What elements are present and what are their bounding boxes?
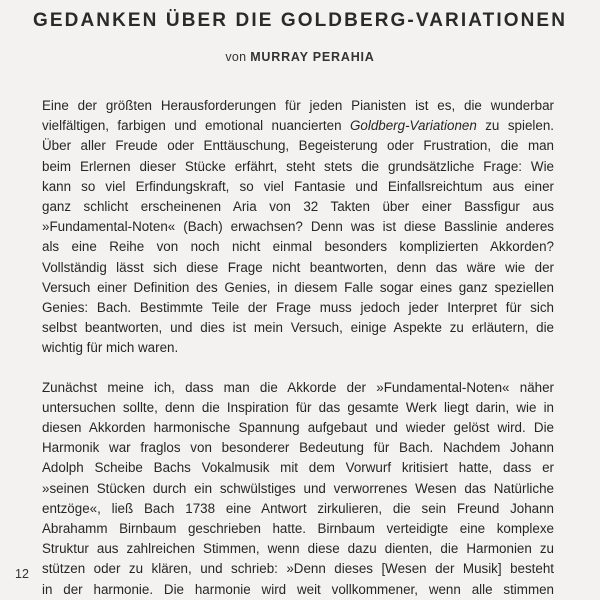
- text-line: Struktur aus zahlreichen Stimmen, wenn diese dazu dienten, die Harmonien zu: [42, 541, 554, 557]
- text-line: Harmonik war fraglos von besonderer Bedeutung für Bach. Nachdem Johann: [42, 440, 554, 456]
- byline-prefix: von: [225, 50, 247, 64]
- text-line: Zunächst meine ich, dass man die Akkorde der »Fundamental-Noten« näher: [42, 379, 554, 395]
- text-line: Vollständig lässt sich diese Frage nicht beantworten, denn das wäre wie der: [42, 259, 554, 275]
- text-line: wichtig für mich waren.: [42, 340, 179, 356]
- text-line: in der harmonie. Die harmonie wird weit vollkommener, wenn alle stimmen: [42, 581, 554, 597]
- text-line: Versuch einer Definition des Genies, in diesem Falle sogar eines ganz speziellen: [42, 279, 554, 295]
- paragraph-2: [42, 378, 554, 600]
- text-line-end: zu spielen.: [476, 118, 554, 134]
- text-line: beim Erlernen dieser Stücke erfährt, steht stets die grundsätzliche Frage: Wie: [42, 158, 554, 174]
- text-line-start: vielfältigen, farbigen und emotional nuancierten: [42, 118, 342, 134]
- work-title-italic: Goldberg-Variationen: [350, 118, 477, 134]
- text-line: Eine der größten Herausforderungen für jeden Pianisten ist es, die wunderbar: [42, 98, 554, 113]
- text-line: »seinen Stücken durch ein schwülstiges und verworrenes Wesen das Natürliche: [42, 480, 554, 496]
- page-number: 12: [15, 567, 29, 581]
- article-body: [42, 96, 554, 600]
- text-line: ganz schlicht erscheinenen Aria von 32 Takten über einer Bassfigur aus: [42, 199, 554, 215]
- page-title: GEDANKEN ÜBER DIE GOLDBERG-VARIATIONEN: [32, 10, 568, 31]
- text-line: als eine Reihe von noch nicht einmal besonders komplizierten Akkorden?: [42, 239, 554, 255]
- text-line: Adolph Scheibe Bachs Vokalmusik mit dem Vorwurf kritisiert hatte, dass er: [42, 460, 554, 476]
- text-line: selbst beantworten, und dies ist mein Versuch, einige Aspekte zu erläutern, die: [42, 320, 554, 336]
- text-line: entzöge«, ließ Bach 1738 eine Antwort zirkulieren, die sein Freund Johann: [42, 500, 554, 516]
- text-line: kann so viel Erfindungskraft, so viel Fantasie und Einfallsreichtum aus einer: [42, 178, 554, 194]
- text-line: stützen oder zu klären, und schrieb: »Denn dieses [Wesen der Musik] besteht: [42, 561, 554, 577]
- text-line: Über aller Freude oder Enttäuschung, Begeisterung oder Frustration, die man: [42, 138, 554, 154]
- text-line: untersuchen sollte, denn die Inspiration für das gesamte Werk liegt darin, wie in: [42, 399, 554, 415]
- text-line: Abrahamm Birnbaum geschrieben hatte. Birnbaum verteidigte eine komplexe: [42, 521, 554, 537]
- text-line: »Fundamental-Noten« (Bach) erwachsen? Denn was ist diese Basslinie anderes: [42, 219, 554, 235]
- text-line: diesen Akkorden harmonische Spannung aufgebaut und wieder gelöst wird. Die: [42, 420, 554, 436]
- paragraph-1: [42, 96, 554, 359]
- byline: [0, 50, 600, 64]
- text-line: Genies: Bach. Bestimmte Teile der Frage muss jedoch jeder Interpret für sich: [42, 300, 554, 316]
- text-line: [42, 116, 554, 136]
- byline-author: MURRAY PERAHIA: [250, 50, 375, 64]
